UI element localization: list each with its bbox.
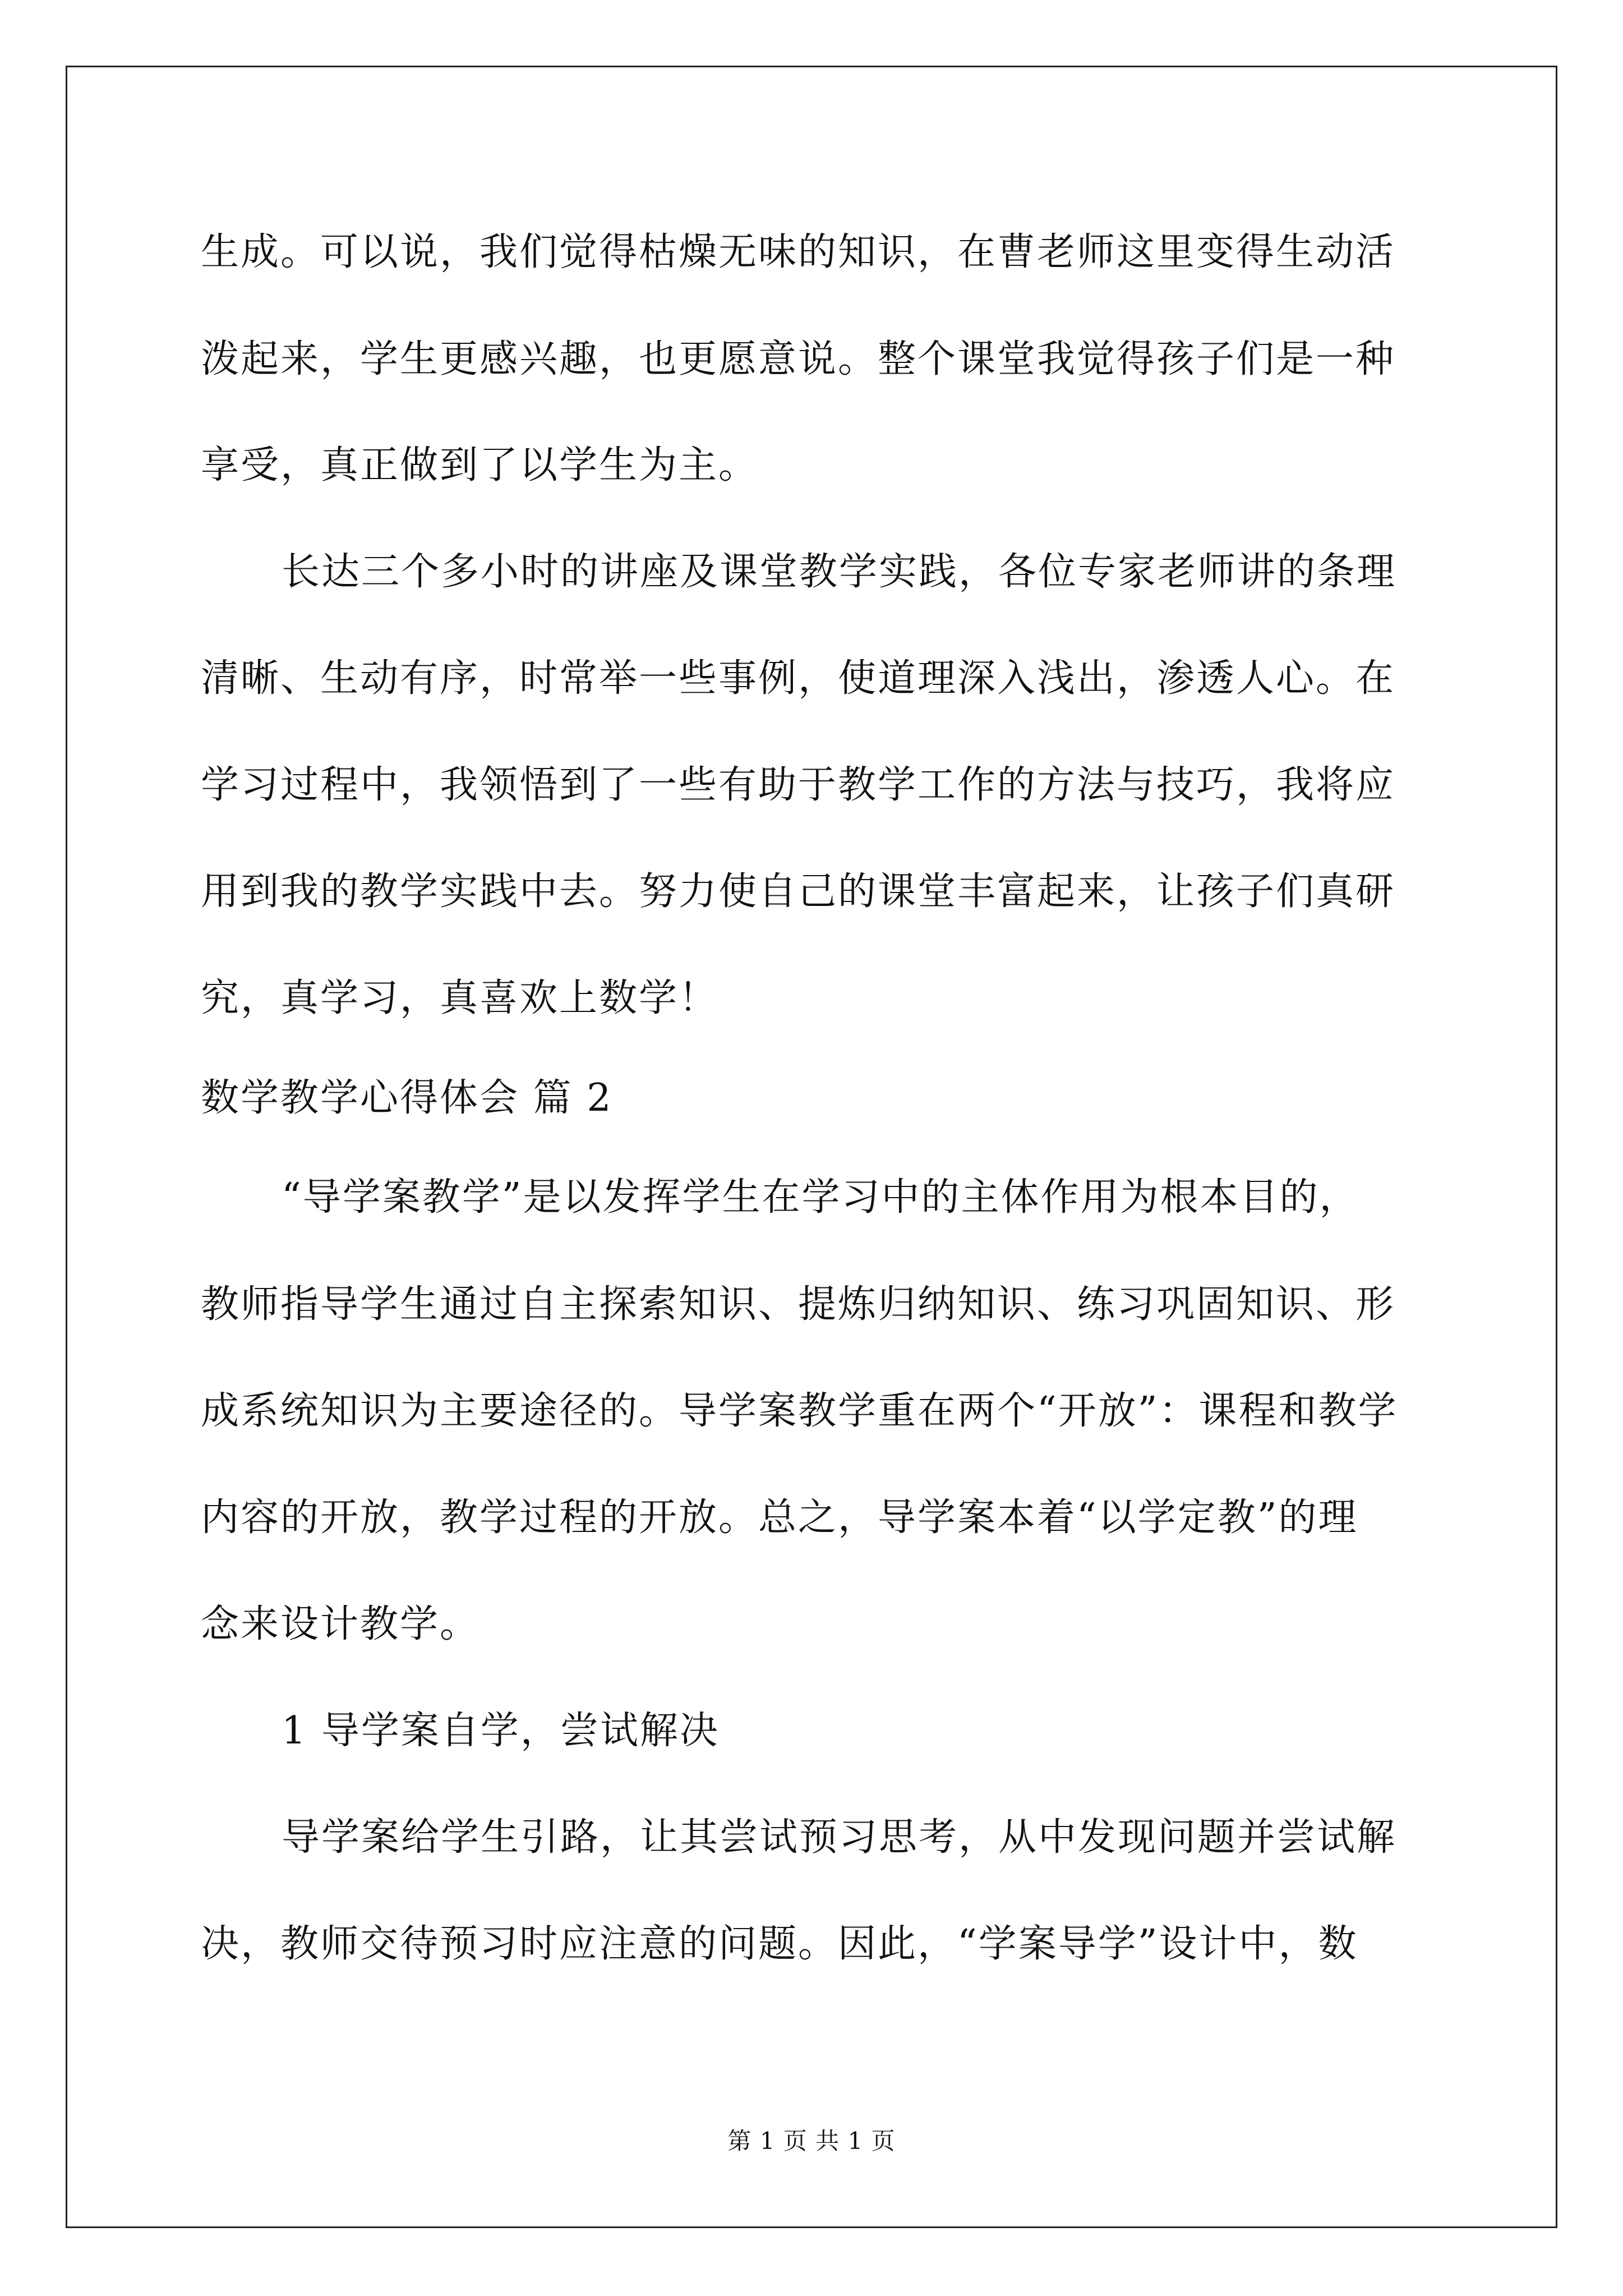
text-line: 究，真学习，真喜欢上数学！ bbox=[201, 976, 719, 1020]
section-heading: 数学教学心得体会 篇 2 bbox=[201, 1076, 613, 1120]
text-line: 泼起来，学生更感兴趣，也更愿意说。整个课堂我觉得孩子们是一种 bbox=[201, 337, 1396, 381]
text-line: 导学案给学生引路，让其尝试预习思考，从中发现问题并尝试解 bbox=[282, 1815, 1397, 1860]
text-line: 学习过程中，我领悟到了一些有助于教学工作的方法与技巧，我将应 bbox=[201, 763, 1396, 807]
text-line: 生成。可以说，我们觉得枯燥无味的知识，在曹老师这里变得生动活 bbox=[201, 230, 1396, 274]
page-border bbox=[66, 66, 1557, 2228]
subheading: 1 导学案自学，尝试解决 bbox=[282, 1709, 720, 1753]
text-line: 念来设计教学。 bbox=[201, 1602, 480, 1646]
text-line: 决，教师交待预习时应注意的问题。因此，“学案导学”设计中，数 bbox=[201, 1922, 1358, 1966]
text-line: 长达三个多小时的讲座及课堂教学实践，各位专家老师讲的条理 bbox=[282, 550, 1397, 594]
text-line: 清晰、生动有序，时常举一些事例，使道理深入浅出，渗透人心。在 bbox=[201, 656, 1396, 701]
text-line: 内容的开放，教学过程的开放。总之，导学案本着“以学定教”的理 bbox=[201, 1496, 1358, 1540]
text-line: 成系统知识为主要途径的。导学案教学重在两个“开放”：课程和教学 bbox=[201, 1389, 1398, 1433]
page-footer: 第 1 页 共 1 页 bbox=[727, 2127, 896, 2155]
text-line: “导学案教学”是以发挥学生在学习中的主体作用为根本目的， bbox=[282, 1175, 1359, 1220]
text-line: 享受，真正做到了以学生为主。 bbox=[201, 443, 759, 487]
text-line: 教师指导学生通过自主探索知识、提炼归纳知识、练习巩固知识、形 bbox=[201, 1282, 1396, 1327]
text-line: 用到我的教学实践中去。努力使自己的课堂丰富起来，让孩子们真研 bbox=[201, 869, 1396, 914]
